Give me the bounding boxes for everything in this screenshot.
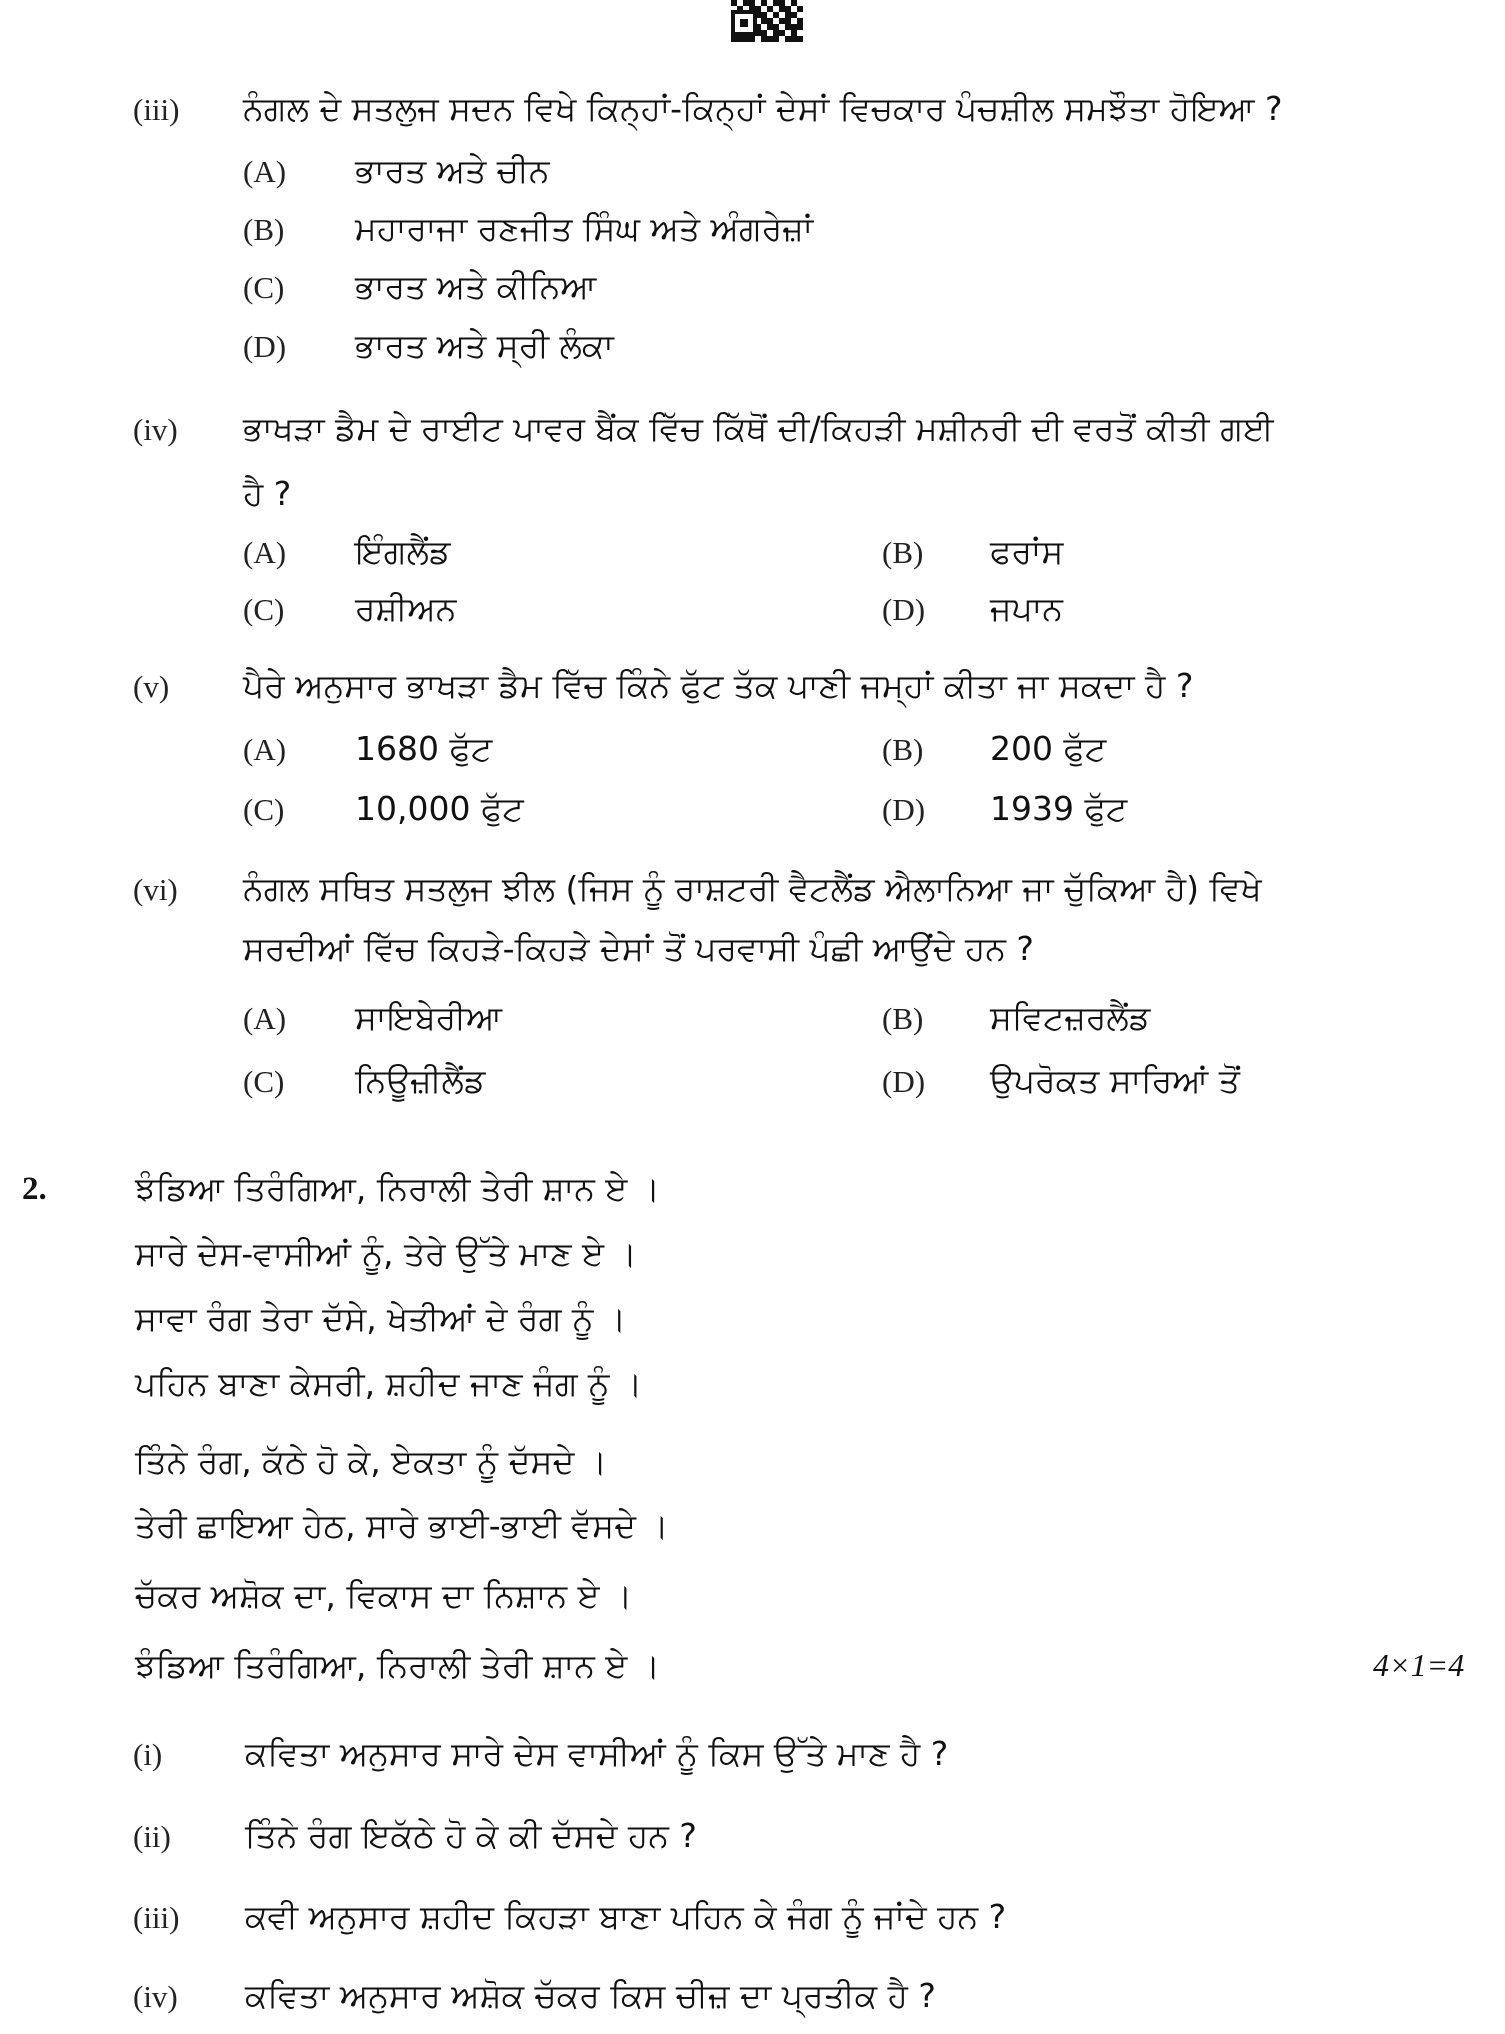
option-label: (A) xyxy=(243,732,287,767)
option-text: 1680 ਫੁੱਟ xyxy=(355,729,493,768)
option-label: (B) xyxy=(882,732,924,767)
question-label: (iii) xyxy=(133,1900,180,1935)
option-text: ਭਾਰਤ ਅਤੇ ਕੀਨਿਆ xyxy=(355,267,597,306)
option-text: ਜਪਾਨ xyxy=(990,589,1063,628)
option-label: (B) xyxy=(882,535,924,570)
option-text: ਸਾਇਬੇਰੀਆ xyxy=(355,998,502,1037)
option-label: (D) xyxy=(882,1064,926,1099)
option-text: ਨਿਊਜ਼ੀਲੈਂਡ xyxy=(355,1061,486,1100)
question-label: (ii) xyxy=(133,1819,171,1854)
option-text: 200 ਫੁੱਟ xyxy=(990,729,1107,768)
poem-line: ਪਹਿਨ ਬਾਣਾ ਕੇਸਰੀ, ਸ਼ਹੀਦ ਜਾਣ ਜੰਗ ਨੂੰ । xyxy=(135,1364,643,1403)
question-text: ਭਾਖੜਾ ਡੈਮ ਦੇ ਰਾਈਟ ਪਾਵਰ ਬੈਂਕ ਵਿੱਚ ਕਿੱਥੋਂ ਦੀ/ਕਿਹੜੀ ਮਸ਼ੀਨਰੀ ਦੀ ਵਰਤੋਂ ਕੀਤੀ ਗਈ xyxy=(243,409,1274,448)
question-text-continued: ਸਰਦੀਆਂ ਵਿੱਚ ਕਿਹੜੇ-ਕਿਹੜੇ ਦੇਸਾਂ ਤੋਂ ਪਰਵਾਸੀ ਪੰਛੀ ਆਉਂਦੇ ਹਨ ? xyxy=(243,929,1034,968)
question-label: (iii) xyxy=(133,92,180,127)
poem-line: ਝੰਡਿਆ ਤਿਰੰਗਿਆ, ਨਿਰਾਲੀ ਤੇਰੀ ਸ਼ਾਨ ਏ । xyxy=(135,1169,661,1208)
option-label: (C) xyxy=(243,1064,285,1099)
poem-line: ਤੇਰੀ ਛਾਇਆ ਹੇਠ, ਸਾਰੇ ਭਾਈ-ਭਾਈ ਵੱਸਦੇ । xyxy=(135,1506,669,1545)
question-label: (vi) xyxy=(133,872,178,907)
question-text: ਤਿੰਨੇ ਰੰਗ ਇਕੱਠੇ ਹੋ ਕੇ ਕੀ ਦੱਸਦੇ ਹਨ ? xyxy=(245,1816,697,1855)
question-label: (iv) xyxy=(133,1979,178,2014)
option-text: ਮਹਾਰਾਜਾ ਰਣਜੀਤ ਸਿੰਘ ਅਤੇ ਅੰਗਰੇਜ਼ਾਂ xyxy=(355,209,814,248)
option-label: (D) xyxy=(882,592,926,627)
option-text: ਭਾਰਤ ਅਤੇ ਸ੍ਰੀ ਲੰਕਾ xyxy=(355,326,614,365)
option-text: ਉਪਰੋਕਤ ਸਾਰਿਆਂ ਤੋਂ xyxy=(990,1061,1240,1100)
question-label: (v) xyxy=(133,669,170,704)
option-text: ਇੰਗਲੈਂਡ xyxy=(355,532,451,571)
option-label: (C) xyxy=(243,270,285,305)
option-label: (A) xyxy=(243,1001,287,1036)
question-text: ਨੰਗਲ ਸਥਿਤ ਸਤਲੁਜ ਝੀਲ (ਜਿਸ ਨੂੰ ਰਾਸ਼ਟਰੀ ਵੈਟਲੈਂਡ ਐਲਾਨਿਆ ਜਾ ਚੁੱਕਿਆ ਹੈ) ਵਿਖੇ xyxy=(243,869,1262,908)
option-label: (C) xyxy=(243,592,285,627)
option-label: (A) xyxy=(243,535,287,570)
option-label: (D) xyxy=(243,329,287,364)
option-label: (C) xyxy=(243,792,285,827)
poem-line: ਸਾਰੇ ਦੇਸ-ਵਾਸੀਆਂ ਨੂੰ, ਤੇਰੇ ਉੱਤੇ ਮਾਣ ਏ । xyxy=(135,1234,637,1273)
question-label: (iv) xyxy=(133,412,178,447)
question-label: (i) xyxy=(133,1737,163,1772)
question-text: ਪੈਰੇ ਅਨੁਸਾਰ ਭਾਖੜਾ ਡੈਮ ਵਿੱਚ ਕਿੰਨੇ ਫੁੱਟ ਤੱਕ ਪਾਣੀ ਜਮ੍ਹਾਂ ਕੀਤਾ ਜਾ ਸਕਦਾ ਹੈ ? xyxy=(243,666,1194,705)
option-text: 1939 ਫੁੱਟ xyxy=(990,789,1128,828)
option-label: (B) xyxy=(882,1001,924,1036)
poem-line: ਝੰਡਿਆ ਤਿਰੰਗਿਆ, ਨਿਰਾਲੀ ਤੇਰੀ ਸ਼ਾਨ ਏ । xyxy=(135,1646,661,1685)
question-text: ਕਵਿਤਾ ਅਨੁਸਾਰ ਅਸ਼ੋਕ ਚੱਕਰ ਕਿਸ ਚੀਜ਼ ਦਾ ਪ੍ਰਤੀਕ ਹੈ ? xyxy=(245,1976,936,2015)
question-text: ਨੰਗਲ ਦੇ ਸਤਲੁਜ ਸਦਨ ਵਿਖੇ ਕਿਨ੍ਹਾਂ-ਕਿਨ੍ਹਾਂ ਦੇਸਾਂ ਵਿਚਕਾਰ ਪੰਚਸ਼ੀਲ ਸਮਝੌਤਾ ਹੋਇਆ ? xyxy=(243,89,1283,128)
marks-allocation: 4×1=4 xyxy=(1373,1647,1465,1683)
option-label: (A) xyxy=(243,154,287,189)
option-label: (B) xyxy=(243,212,285,247)
option-text: ਸਵਿਟਜ਼ਰਲੈਂਡ xyxy=(990,998,1151,1037)
question-text-continued: ਹੈ ? xyxy=(243,474,292,513)
option-label: (D) xyxy=(882,792,926,827)
question-number: 2. xyxy=(22,1171,47,1207)
option-text: ਰਸ਼ੀਅਨ xyxy=(355,589,457,628)
option-text: ਭਾਰਤ ਅਤੇ ਚੀਨ xyxy=(355,151,550,190)
question-text: ਕਵਿਤਾ ਅਨੁਸਾਰ ਸਾਰੇ ਦੇਸ ਵਾਸੀਆਂ ਨੂੰ ਕਿਸ ਉੱਤੇ ਮਾਣ ਹੈ ? xyxy=(245,1734,949,1773)
question-text: ਕਵੀ ਅਨੁਸਾਰ ਸ਼ਹੀਦ ਕਿਹੜਾ ਬਾਣਾ ਪਹਿਨ ਕੇ ਜੰਗ ਨੂੰ ਜਾਂਦੇ ਹਨ ? xyxy=(245,1897,1007,1936)
option-text: ਫਰਾਂਸ xyxy=(990,532,1064,571)
poem-line: ਸਾਵਾ ਰੰਗ ਤੇਰਾ ਦੱਸੇ, ਖੇਤੀਆਂ ਦੇ ਰੰਗ ਨੂੰ । xyxy=(135,1299,627,1338)
qr-finder-pattern xyxy=(731,10,757,36)
poem-line: ਤਿੰਨੇ ਰੰਗ, ਕੱਠੇ ਹੋ ਕੇ, ਏਕਤਾ ਨੂੰ ਦੱਸਦੇ । xyxy=(135,1442,608,1481)
option-text: 10,000 ਫੁੱਟ xyxy=(355,789,524,828)
poem-line: ਚੱਕਰ ਅਸ਼ੋਕ ਦਾ, ਵਿਕਾਸ ਦਾ ਨਿਸ਼ਾਨ ਏ । xyxy=(135,1576,633,1615)
